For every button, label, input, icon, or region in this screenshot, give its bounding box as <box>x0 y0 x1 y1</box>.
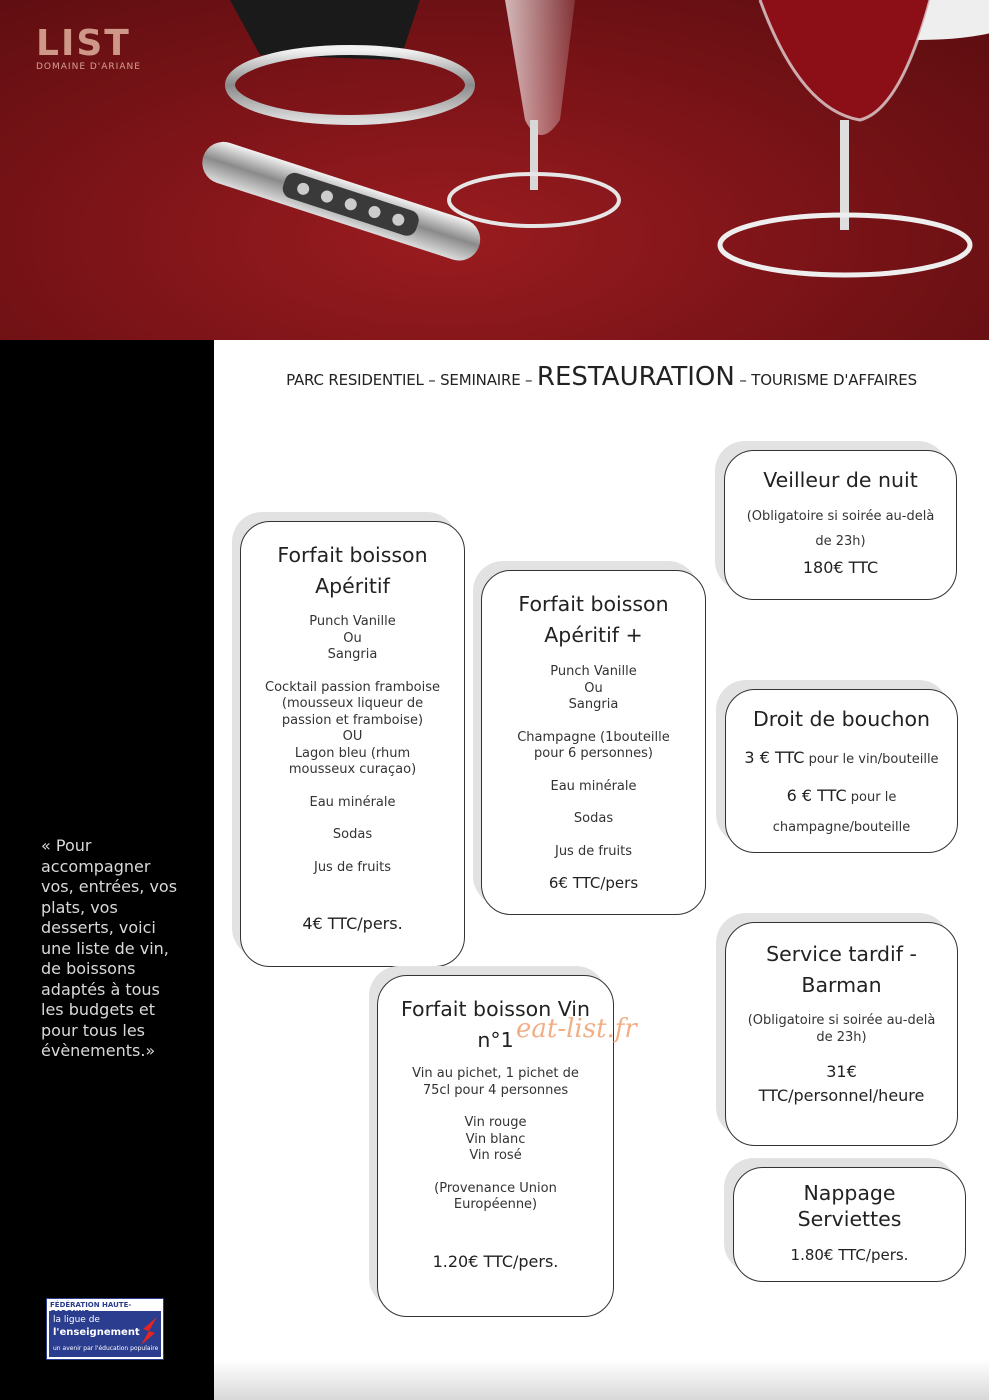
card-line: Ou <box>584 680 603 696</box>
card-line: Punch Vanille <box>309 614 396 629</box>
card-nappage <box>733 1167 966 1282</box>
card-title: Apéritif <box>315 574 390 598</box>
card-price: TTC/personnel/heure <box>758 1086 925 1105</box>
title-part2: – TOURISME D'AFFAIRES <box>734 371 917 389</box>
card-title: Service tardif - <box>766 942 917 966</box>
card-forfait-aperitif <box>240 521 465 967</box>
federation-line2: l'enseignement <box>53 1327 140 1338</box>
card-line: de 23h) <box>815 534 866 549</box>
card-title: Droit de bouchon <box>752 707 931 731</box>
card-title: Forfait boisson Vin <box>401 997 590 1021</box>
card-veilleur-de-nuit <box>724 450 957 600</box>
card-line: 75cl pour 4 personnes <box>422 1082 569 1098</box>
card-line: Champagne (1bouteille <box>517 729 670 745</box>
card-line: Sodas <box>332 827 373 842</box>
watermark: eat-list.fr <box>516 1014 637 1044</box>
federation-logo <box>46 1298 164 1360</box>
card-line: Punch Vanille <box>550 664 637 679</box>
card-price: 4€ TTC/pers. <box>302 914 403 933</box>
header-photo <box>0 0 989 340</box>
card-price: 180€ TTC <box>802 558 879 577</box>
card-title: Serviettes <box>797 1207 902 1231</box>
wine-table-illustration <box>0 0 989 340</box>
card-line: Vin au pichet, 1 pichet de <box>412 1066 579 1081</box>
card-line: pour 6 personnes) <box>534 746 653 761</box>
red-arrow-icon <box>139 1315 159 1347</box>
logo-name: LIST <box>36 23 131 64</box>
card-line: Vin blanc <box>465 1131 526 1147</box>
card-service-tardif <box>725 922 958 1146</box>
card-line: Eau minérale <box>550 778 637 794</box>
card-price: 1.20€ TTC/pers. <box>432 1251 559 1271</box>
card-line: Eau minérale <box>309 794 396 810</box>
title-part1: PARC RESIDENTIEL – SEMINAIRE – <box>286 371 537 389</box>
card-line: pour le vin/bouteille <box>804 752 939 767</box>
card-price: 31€ <box>826 1062 857 1081</box>
card-forfait-aperitif-plus <box>481 570 706 915</box>
card-line: OU <box>342 729 363 744</box>
card-title: Apéritif + <box>544 623 643 647</box>
card-price: 1.80€ TTC/pers. <box>790 1246 909 1264</box>
quote-text: « Pour accompagner vos, entrées, vos plats, vos desserts, voici une liste de vin, de boissons adaptés à tous les budgets et pour tous les évènements.» <box>41 836 178 1060</box>
page-title <box>214 362 989 392</box>
card-line: Jus de fruits <box>313 859 391 875</box>
card-line: (Obligatoire si soirée au-delà <box>746 509 935 524</box>
card-title: Forfait boisson <box>518 592 669 616</box>
card-title: Barman <box>801 973 882 997</box>
corkage-wine-price: 3 € TTC <box>744 748 805 767</box>
list-logo <box>36 23 141 72</box>
card-droit-de-bouchon <box>725 689 958 853</box>
federation-line1: la ligue de <box>53 1315 100 1325</box>
card-title: Forfait boisson <box>277 543 428 567</box>
card-line: Jus de fruits <box>554 843 632 859</box>
logo-subtitle: DOMAINE D'ARIANE <box>36 62 141 72</box>
corkage-champagne-price: 6 € TTC <box>786 786 847 805</box>
card-title: Veilleur de nuit <box>763 468 918 492</box>
card-line: Cocktail passion framboise <box>265 679 440 695</box>
card-title: Nappage <box>803 1181 896 1205</box>
bottom-shade <box>214 1360 989 1400</box>
card-line: (mousseux liqueur de <box>281 696 424 711</box>
card-line: Vin rosé <box>469 1148 522 1163</box>
card-line: Ou <box>343 630 362 646</box>
card-price: 6€ TTC/pers <box>548 874 639 892</box>
federation-line3: un avenir par l'éducation populaire <box>53 1345 159 1352</box>
card-line: pour le <box>846 790 897 805</box>
card-line: Sangria <box>568 697 619 712</box>
card-line: (Obligatoire si soirée au-delà <box>747 1013 936 1028</box>
card-line: Sangria <box>327 647 378 662</box>
federation-top: FÉDÉRATION HAUTE- <box>50 1301 132 1309</box>
card-line: passion et framboise) <box>281 712 424 728</box>
card-title: n°1 <box>477 1028 514 1052</box>
card-line: Européenne) <box>453 1197 538 1212</box>
card-line: de 23h) <box>816 1029 867 1045</box>
title-highlight: RESTAURATION <box>536 362 735 392</box>
card-line: champagne/bouteille <box>772 820 911 835</box>
card-line: Vin rouge <box>464 1115 527 1130</box>
card-line: (Provenance Union <box>434 1180 557 1196</box>
card-line: Lagon bleu (rhum <box>294 745 411 761</box>
card-line: Sodas <box>573 811 614 826</box>
card-line: mousseux curaçao) <box>288 762 417 777</box>
